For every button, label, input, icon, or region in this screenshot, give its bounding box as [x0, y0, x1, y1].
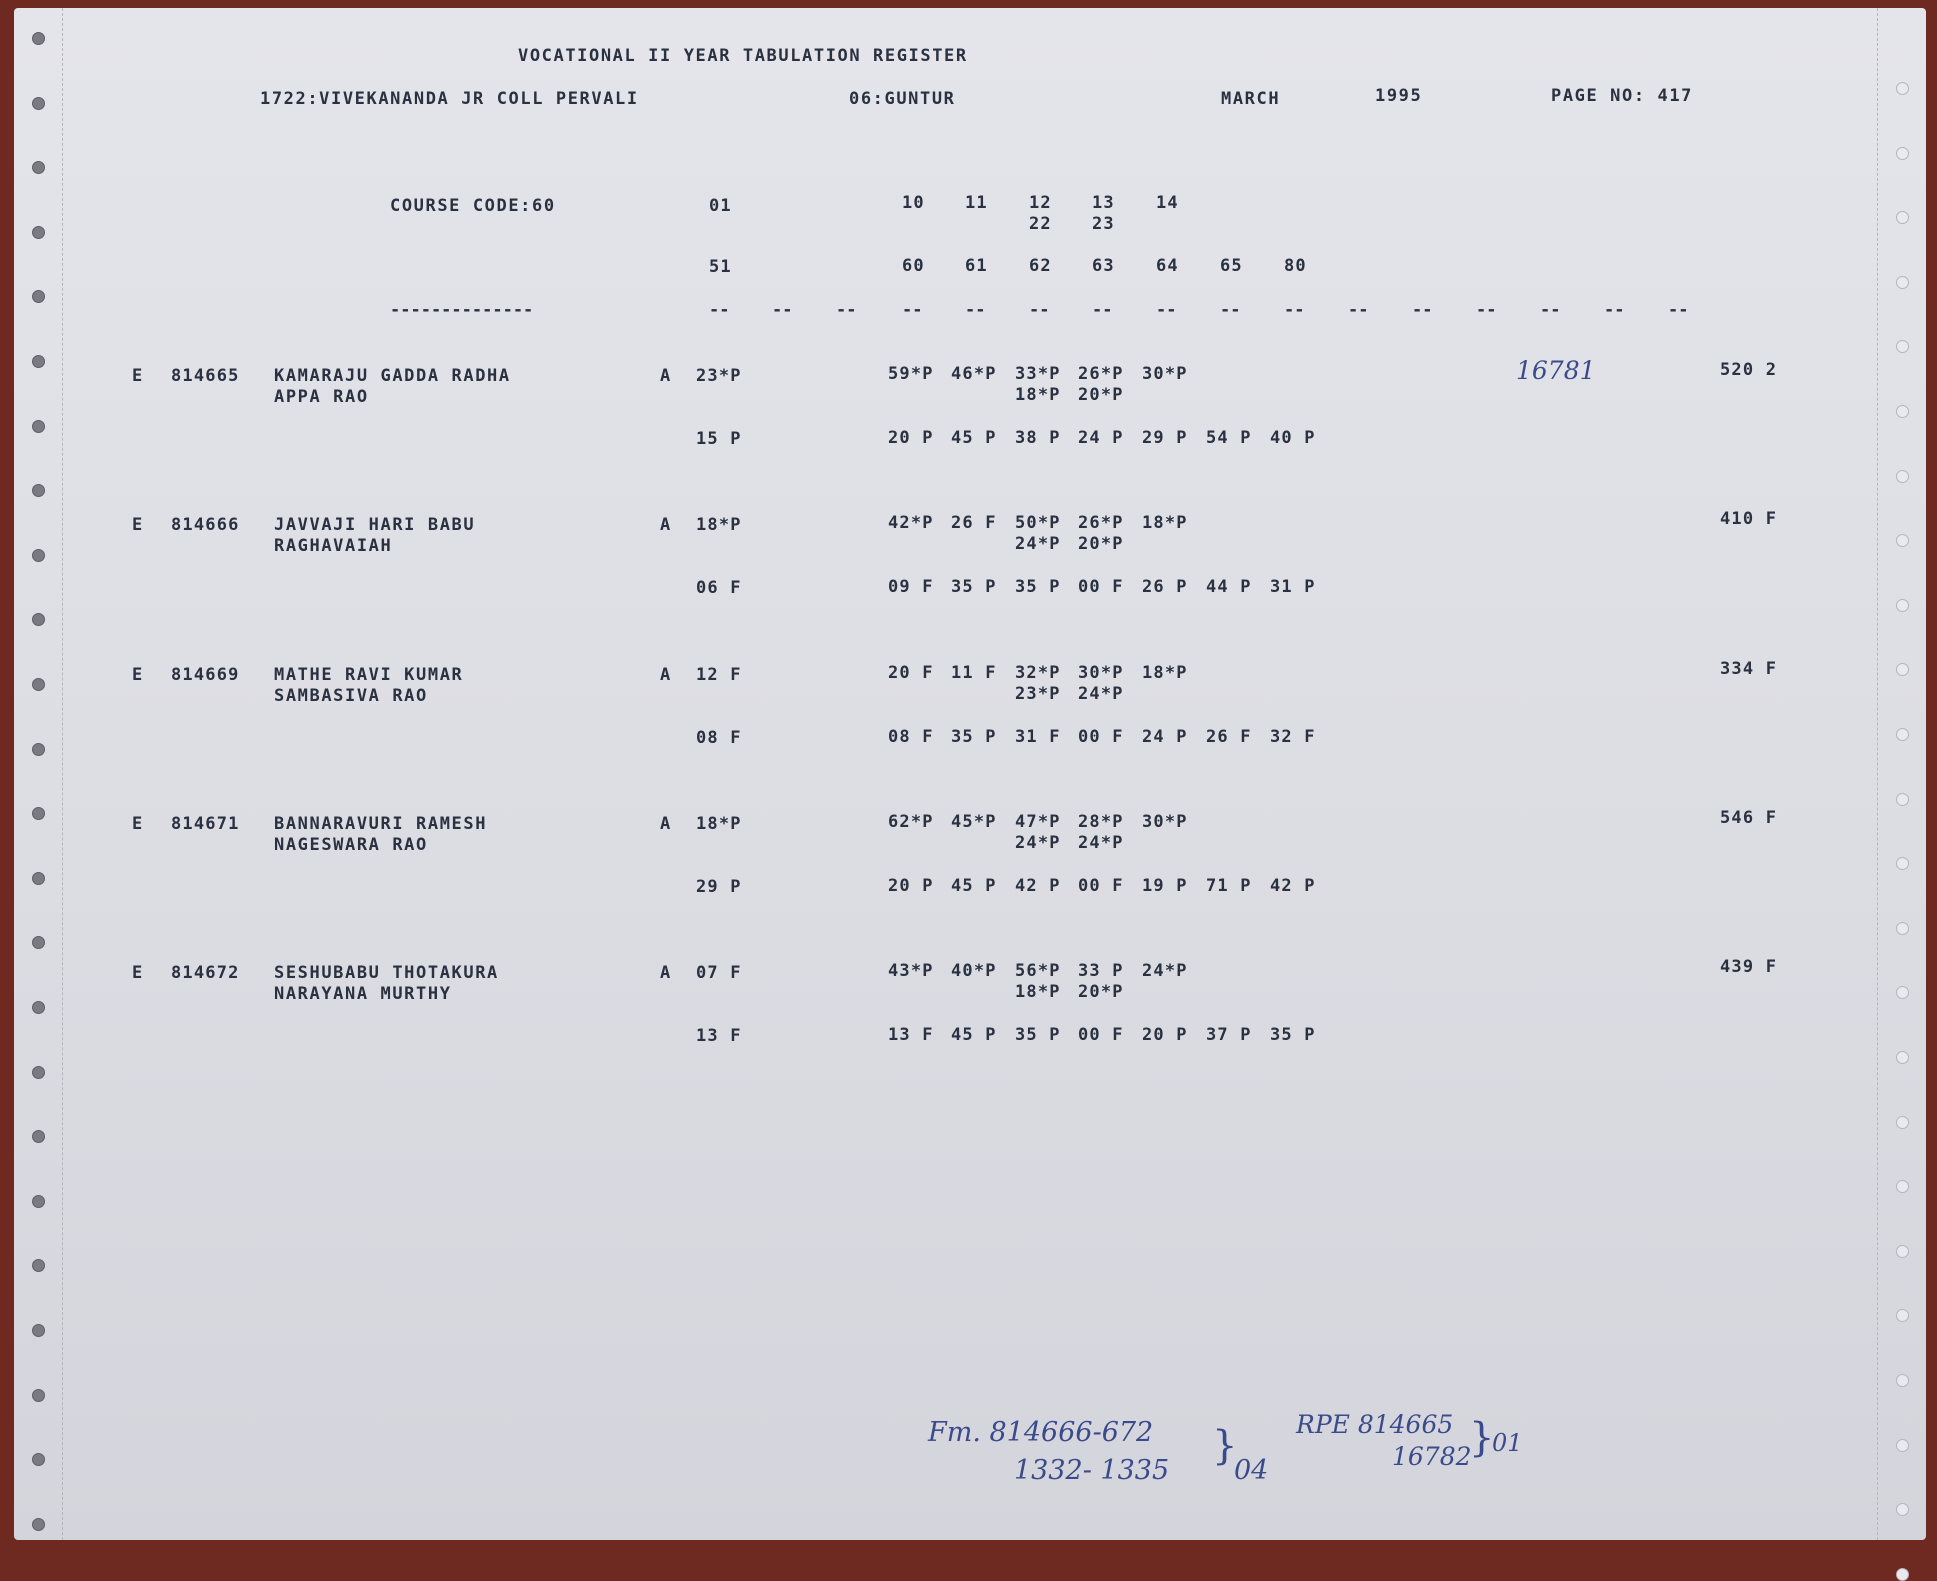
- subject-code: 13: [1092, 193, 1115, 213]
- student-name: BANNARAVURI RAMESH: [274, 814, 488, 834]
- student-name: KAMARAJU GADDA RADHA: [274, 366, 511, 386]
- feed-hole: [32, 549, 45, 562]
- college-name: 1722:VIVEKANANDA JR COLL PERVALI: [260, 89, 639, 109]
- mark-cell: 09 F: [888, 577, 934, 597]
- subject-code: 51: [709, 257, 732, 277]
- feed-hole: [1896, 1568, 1909, 1581]
- student-name: MATHE RAVI KUMAR: [274, 665, 464, 685]
- mark-cell: 00 F: [1078, 727, 1124, 747]
- column-dash: --: [902, 300, 923, 320]
- mark-cell: 30*P: [1142, 364, 1188, 384]
- feed-hole: [1896, 1374, 1909, 1387]
- roll-number: 814666: [171, 515, 240, 535]
- feed-hole: [1896, 211, 1909, 224]
- left-tractor-strip: [14, 8, 63, 1540]
- total-result: 439 F: [1720, 957, 1778, 977]
- subject-code: 23: [1092, 214, 1115, 234]
- mark-cell: 08 F: [888, 727, 934, 747]
- column-dash: --: [1540, 300, 1561, 320]
- feed-hole: [1896, 663, 1909, 676]
- student-father-name: NARAYANA MURTHY: [274, 984, 452, 1004]
- course-code: COURSE CODE:60: [390, 196, 556, 216]
- subject-code: 63: [1092, 256, 1115, 276]
- handwritten-note: 04: [1234, 1455, 1269, 1486]
- roll-number: 814665: [171, 366, 240, 386]
- mark-cell: 40 P: [1270, 428, 1316, 448]
- group-code: A: [660, 665, 672, 685]
- feed-hole: [32, 807, 45, 820]
- feed-hole: [32, 613, 45, 626]
- mark-cell: 00 F: [1078, 577, 1124, 597]
- feed-hole: [1896, 1439, 1909, 1452]
- mark-cell: 35 P: [951, 577, 997, 597]
- mark-cell: 45 P: [951, 1025, 997, 1045]
- feed-hole: [32, 1259, 45, 1272]
- mark-cell: 45 P: [951, 428, 997, 448]
- column-dash: --: [1029, 300, 1050, 320]
- feed-hole: [32, 1130, 45, 1143]
- mark-cell: 35 P: [1015, 1025, 1061, 1045]
- mark-cell: 11 F: [951, 663, 997, 683]
- feed-hole: [32, 743, 45, 756]
- register-sheet: [14, 8, 1926, 1540]
- mark-cell: 71 P: [1206, 876, 1252, 896]
- column-dash: --: [965, 300, 986, 320]
- handwritten-brace: }: [1212, 1423, 1238, 1469]
- feed-hole: [32, 1389, 45, 1402]
- roll-number: 814672: [171, 963, 240, 983]
- mark-cell: 47*P: [1015, 812, 1061, 832]
- mark-cell: 43*P: [888, 961, 934, 981]
- column-dash: --: [709, 300, 730, 320]
- underline-rule: --------------: [390, 300, 534, 320]
- district-name: 06:GUNTUR: [849, 89, 956, 109]
- handwritten-brace: }: [1469, 1415, 1495, 1461]
- mark-cell: 24*P: [1078, 684, 1124, 704]
- subject-code: 22: [1029, 214, 1052, 234]
- feed-hole: [32, 97, 45, 110]
- mark-cell: 32*P: [1015, 663, 1061, 683]
- handwritten-note: Fm. 814666-672: [928, 1417, 1154, 1448]
- mark-cell: 19 P: [1142, 876, 1188, 896]
- roll-number: 814671: [171, 814, 240, 834]
- mark-cell: 31 P: [1270, 577, 1316, 597]
- mark-cell: 08 F: [696, 728, 742, 748]
- feed-hole: [1896, 405, 1909, 418]
- student-father-name: SAMBASIVA RAO: [274, 686, 428, 706]
- mark-cell: 23*P: [1015, 684, 1061, 704]
- subject-code: 64: [1156, 256, 1179, 276]
- feed-hole: [1896, 1180, 1909, 1193]
- feed-hole: [1896, 1116, 1909, 1129]
- column-dash: --: [1412, 300, 1433, 320]
- feed-hole: [1896, 340, 1909, 353]
- mark-cell: 20 F: [888, 663, 934, 683]
- column-dash: --: [1220, 300, 1241, 320]
- mark-cell: 18*P: [1015, 982, 1061, 1002]
- mark-cell: 12 F: [696, 665, 742, 685]
- mark-cell: 46*P: [951, 364, 997, 384]
- subject-code: 61: [965, 256, 988, 276]
- subject-code: 11: [965, 193, 988, 213]
- mark-cell: 28*P: [1078, 812, 1124, 832]
- mark-cell: 38 P: [1015, 428, 1061, 448]
- right-tractor-strip: [1877, 8, 1926, 1540]
- mark-cell: 00 F: [1078, 876, 1124, 896]
- column-dash: --: [1348, 300, 1369, 320]
- mark-cell: 26*P: [1078, 364, 1124, 384]
- subject-code: 60: [902, 256, 925, 276]
- mark-cell: 20 P: [888, 428, 934, 448]
- mark-cell: 18*P: [696, 515, 742, 535]
- feed-hole: [32, 161, 45, 174]
- column-dash: --: [772, 300, 793, 320]
- mark-cell: 33*P: [1015, 364, 1061, 384]
- feed-hole: [1896, 147, 1909, 160]
- handwritten-note: RPE 814665: [1296, 1410, 1454, 1439]
- feed-hole: [1896, 534, 1909, 547]
- mark-cell: 44 P: [1206, 577, 1252, 597]
- feed-hole: [1896, 793, 1909, 806]
- feed-hole: [32, 226, 45, 239]
- mark-cell: 35 P: [1270, 1025, 1316, 1045]
- mark-cell: 07 F: [696, 963, 742, 983]
- feed-hole: [1896, 276, 1909, 289]
- group-code: A: [660, 814, 672, 834]
- group-code: A: [660, 963, 672, 983]
- register-title: VOCATIONAL II YEAR TABULATION REGISTER: [518, 46, 968, 66]
- subject-code: 12: [1029, 193, 1052, 213]
- mark-cell: 62*P: [888, 812, 934, 832]
- feed-hole: [1896, 922, 1909, 935]
- student-father-name: APPA RAO: [274, 387, 369, 407]
- mark-cell: 29 P: [696, 877, 742, 897]
- exam-type: E: [132, 814, 144, 834]
- feed-hole: [32, 32, 45, 45]
- mark-cell: 20 P: [888, 876, 934, 896]
- mark-cell: 18*P: [1142, 663, 1188, 683]
- feed-hole: [1896, 857, 1909, 870]
- mark-cell: 24*P: [1015, 534, 1061, 554]
- roll-number: 814669: [171, 665, 240, 685]
- mark-cell: 20*P: [1078, 982, 1124, 1002]
- mark-cell: 37 P: [1206, 1025, 1252, 1045]
- mark-cell: 26 F: [1206, 727, 1252, 747]
- mark-cell: 23*P: [696, 366, 742, 386]
- mark-cell: 26 F: [951, 513, 997, 533]
- feed-hole: [1896, 1245, 1909, 1258]
- feed-hole: [1896, 470, 1909, 483]
- exam-year: 1995: [1375, 86, 1423, 106]
- mark-cell: 24*P: [1142, 961, 1188, 981]
- feed-hole: [32, 1195, 45, 1208]
- mark-cell: 06 F: [696, 578, 742, 598]
- column-dash: --: [1284, 300, 1305, 320]
- mark-cell: 31 F: [1015, 727, 1061, 747]
- mark-cell: 26*P: [1078, 513, 1124, 533]
- handwritten-note: 01: [1492, 1429, 1523, 1457]
- feed-hole: [32, 420, 45, 433]
- mark-cell: 35 P: [1015, 577, 1061, 597]
- mark-cell: 24 P: [1142, 727, 1188, 747]
- feed-hole: [32, 872, 45, 885]
- mark-cell: 18*P: [1142, 513, 1188, 533]
- feed-hole: [1896, 599, 1909, 612]
- feed-hole: [32, 1518, 45, 1531]
- column-dash: --: [1668, 300, 1689, 320]
- total-result: 546 F: [1720, 808, 1778, 828]
- student-father-name: RAGHAVAIAH: [274, 536, 393, 556]
- handwritten-note: 16781: [1516, 356, 1596, 385]
- column-dash: --: [836, 300, 857, 320]
- mark-cell: 54 P: [1206, 428, 1252, 448]
- mark-cell: 42*P: [888, 513, 934, 533]
- mark-cell: 18*P: [1015, 385, 1061, 405]
- student-name: JAVVAJI HARI BABU: [274, 515, 476, 535]
- mark-cell: 24 P: [1078, 428, 1124, 448]
- mark-cell: 30*P: [1142, 812, 1188, 832]
- feed-hole: [1896, 82, 1909, 95]
- subject-code: 14: [1156, 193, 1179, 213]
- mark-cell: 18*P: [696, 814, 742, 834]
- feed-hole: [32, 678, 45, 691]
- exam-type: E: [132, 515, 144, 535]
- mark-cell: 50*P: [1015, 513, 1061, 533]
- column-dash: --: [1604, 300, 1625, 320]
- group-code: A: [660, 366, 672, 386]
- mark-cell: 13 F: [696, 1026, 742, 1046]
- mark-cell: 35 P: [951, 727, 997, 747]
- mark-cell: 42 P: [1270, 876, 1316, 896]
- feed-hole: [32, 290, 45, 303]
- total-result: 520 2: [1720, 360, 1778, 380]
- exam-type: E: [132, 366, 144, 386]
- mark-cell: 20*P: [1078, 534, 1124, 554]
- subject-code: 01: [709, 196, 732, 216]
- mark-cell: 30*P: [1078, 663, 1124, 683]
- feed-hole: [32, 1324, 45, 1337]
- exam-type: E: [132, 665, 144, 685]
- mark-cell: 26 P: [1142, 577, 1188, 597]
- mark-cell: 59*P: [888, 364, 934, 384]
- total-result: 334 F: [1720, 659, 1778, 679]
- mark-cell: 33 P: [1078, 961, 1124, 981]
- mark-cell: 42 P: [1015, 876, 1061, 896]
- student-father-name: NAGESWARA RAO: [274, 835, 428, 855]
- mark-cell: 45 P: [951, 876, 997, 896]
- subject-code: 10: [902, 193, 925, 213]
- mark-cell: 45*P: [951, 812, 997, 832]
- column-dash: --: [1156, 300, 1177, 320]
- mark-cell: 40*P: [951, 961, 997, 981]
- feed-hole: [1896, 1503, 1909, 1516]
- feed-hole: [32, 1453, 45, 1466]
- mark-cell: 00 F: [1078, 1025, 1124, 1045]
- subject-code: 65: [1220, 256, 1243, 276]
- mark-cell: 13 F: [888, 1025, 934, 1045]
- mark-cell: 20 P: [1142, 1025, 1188, 1045]
- mark-cell: 24*P: [1078, 833, 1124, 853]
- mark-cell: 24*P: [1015, 833, 1061, 853]
- mark-cell: 20*P: [1078, 385, 1124, 405]
- column-dash: --: [1476, 300, 1497, 320]
- page-number: PAGE NO: 417: [1551, 86, 1694, 106]
- mark-cell: 29 P: [1142, 428, 1188, 448]
- feed-hole: [32, 1001, 45, 1014]
- feed-hole: [32, 936, 45, 949]
- subject-code: 80: [1284, 256, 1307, 276]
- subject-code: 62: [1029, 256, 1052, 276]
- feed-hole: [1896, 728, 1909, 741]
- mark-cell: 32 F: [1270, 727, 1316, 747]
- handwritten-note: 16782: [1392, 1442, 1472, 1471]
- column-dash: --: [1092, 300, 1113, 320]
- group-code: A: [660, 515, 672, 535]
- feed-hole: [1896, 1309, 1909, 1322]
- handwritten-note: 1332- 1335: [1014, 1455, 1170, 1486]
- exam-type: E: [132, 963, 144, 983]
- feed-hole: [32, 355, 45, 368]
- feed-hole: [32, 1066, 45, 1079]
- exam-month: MARCH: [1221, 89, 1281, 109]
- mark-cell: 56*P: [1015, 961, 1061, 981]
- feed-hole: [32, 484, 45, 497]
- feed-hole: [1896, 986, 1909, 999]
- total-result: 410 F: [1720, 509, 1778, 529]
- student-name: SESHUBABU THOTAKURA: [274, 963, 499, 983]
- feed-hole: [1896, 1051, 1909, 1064]
- mark-cell: 15 P: [696, 429, 742, 449]
